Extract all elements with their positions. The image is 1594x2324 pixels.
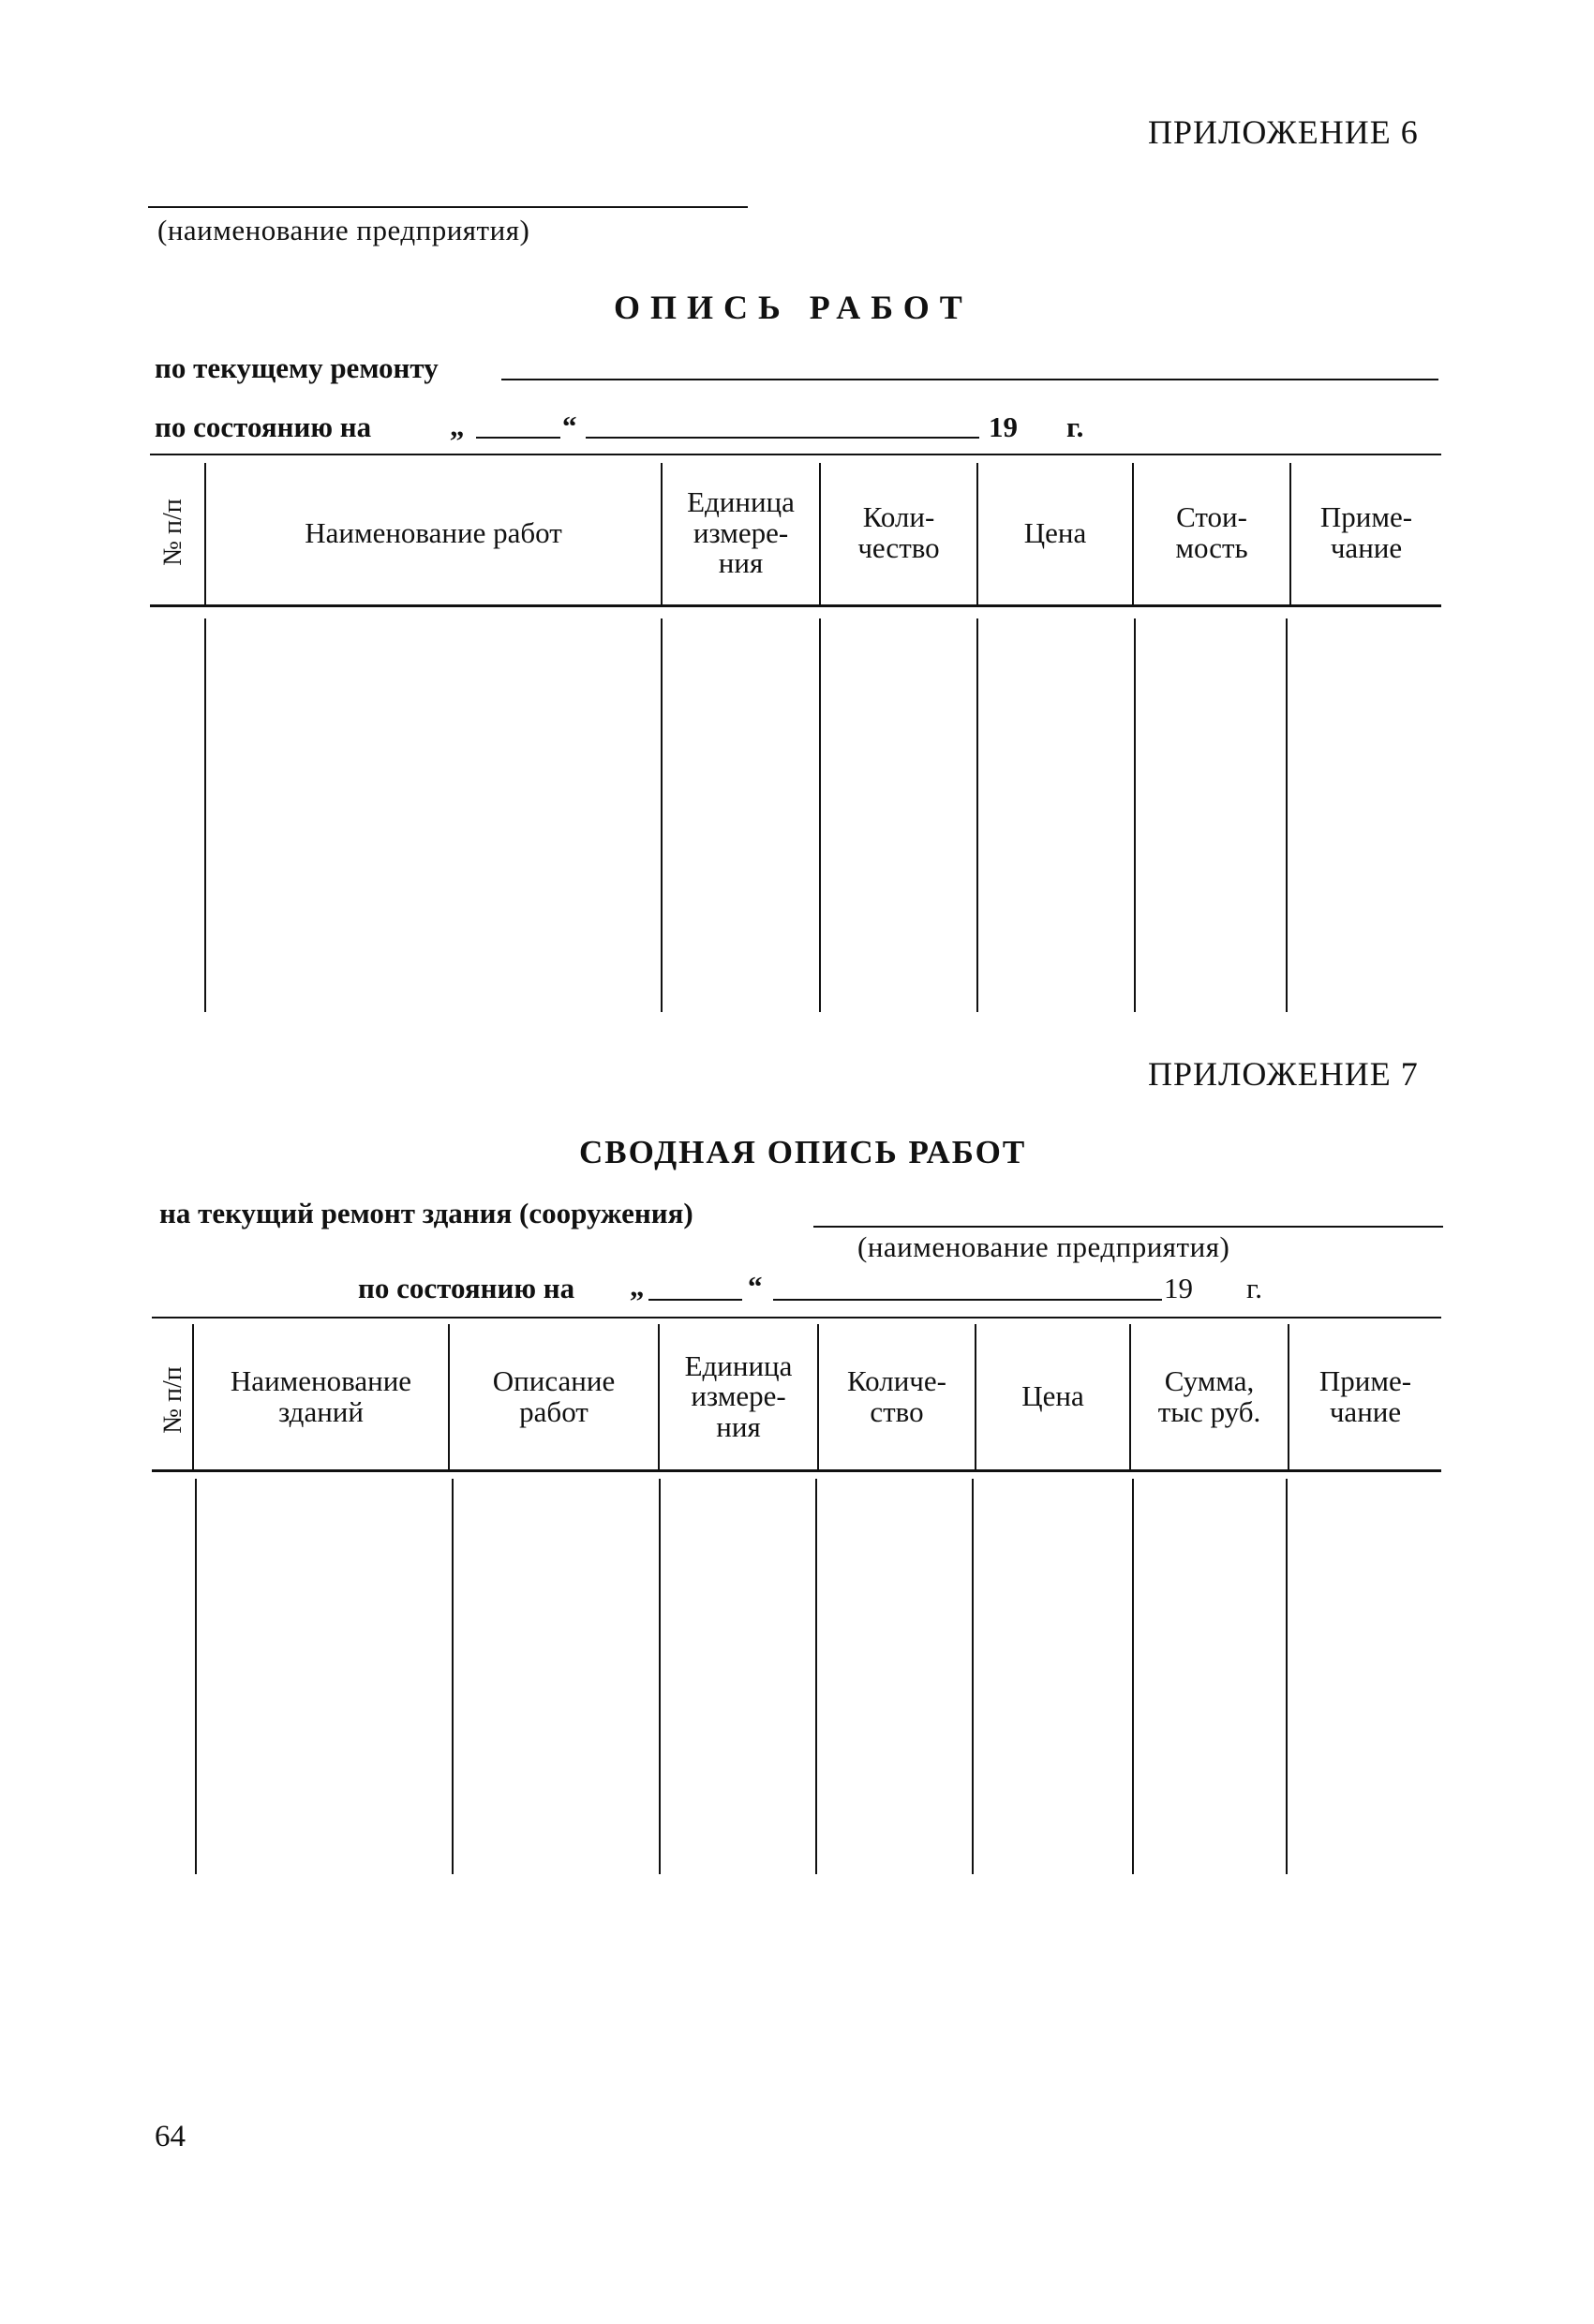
- summary-form-title: СВОДНАЯ ОПИСЬ РАБОТ: [579, 1134, 1027, 1170]
- column-header-number: № п/п: [158, 499, 187, 566]
- body-rule: [819, 618, 821, 1012]
- table-top-rule-2: [152, 1317, 1441, 1318]
- repair-input-line: [501, 379, 1438, 380]
- body-rule: [972, 1479, 974, 1874]
- column-header-note-2: Приме- чание: [1318, 1363, 1412, 1428]
- as-of-label: по состоянию на: [155, 410, 372, 443]
- page-number: 64: [155, 2120, 186, 2153]
- year-suffix: г.: [1066, 410, 1084, 443]
- column-header-building-name: Наименование зданий: [230, 1363, 412, 1428]
- as-of-label-2: по состоянию на: [358, 1272, 575, 1304]
- body-rule: [452, 1479, 454, 1874]
- quote-open: „: [450, 410, 465, 442]
- body-rule: [1286, 1479, 1288, 1874]
- column-header-price: Цена: [1023, 515, 1087, 549]
- day-input-line: [476, 437, 560, 439]
- column-header-quantity: Коли- чество: [857, 500, 940, 564]
- building-repair-label: на текущий ремонт здания (сооружения): [159, 1197, 693, 1229]
- enterprise-name-line: [148, 206, 748, 208]
- column-header-unit-2: Единица измере- ния: [684, 1348, 793, 1443]
- repair-label: по текущему ремонту: [155, 351, 439, 384]
- month-input-line-2: [773, 1299, 1162, 1301]
- day-input-line-2: [648, 1299, 742, 1301]
- body-rule: [659, 1479, 661, 1874]
- year-prefix: 19: [989, 410, 1018, 443]
- year-prefix-2: 19: [1164, 1272, 1193, 1304]
- column-header-note: Приме- чание: [1319, 500, 1413, 564]
- quote-close: “: [562, 410, 577, 442]
- appendix-6-label: ПРИЛОЖЕНИЕ 6: [1148, 113, 1419, 151]
- enterprise-name-caption-2: (наименование предприятия): [857, 1230, 1230, 1263]
- body-rule: [1134, 618, 1136, 1012]
- column-header-unit: Единица измере- ния: [687, 485, 795, 580]
- header-bottom-rule-2: [152, 1469, 1441, 1472]
- column-header-price-2: Цена: [1021, 1379, 1084, 1413]
- body-rule: [976, 618, 978, 1012]
- body-rule: [661, 618, 663, 1012]
- quote-close-2: “: [748, 1270, 763, 1303]
- table-top-rule: [150, 454, 1441, 455]
- body-rule: [815, 1479, 817, 1874]
- body-rule: [1132, 1479, 1134, 1874]
- body-rule: [195, 1479, 197, 1874]
- body-rule: [1286, 618, 1288, 1012]
- year-suffix-2: г.: [1246, 1272, 1262, 1304]
- column-header-cost: Стои- мость: [1175, 500, 1248, 564]
- column-header-quantity-2: Количе- ство: [847, 1363, 946, 1428]
- quote-open-2: „: [630, 1270, 645, 1303]
- month-input-line: [586, 437, 979, 439]
- column-header-work-name: Наименование работ: [305, 515, 562, 549]
- header-bottom-rule: [150, 604, 1441, 607]
- column-header-sum: Сумма, тыс руб.: [1157, 1363, 1261, 1428]
- form-title: ОПИСЬ РАБОТ: [614, 289, 973, 326]
- body-rule: [204, 618, 206, 1012]
- building-input-line: [813, 1226, 1443, 1228]
- column-header-number-2: № п/п: [158, 1366, 187, 1434]
- enterprise-name-caption: (наименование предприятия): [157, 214, 530, 246]
- appendix-7-label: ПРИЛОЖЕНИЕ 7: [1148, 1055, 1419, 1093]
- column-header-work-description: Описание работ: [492, 1363, 616, 1428]
